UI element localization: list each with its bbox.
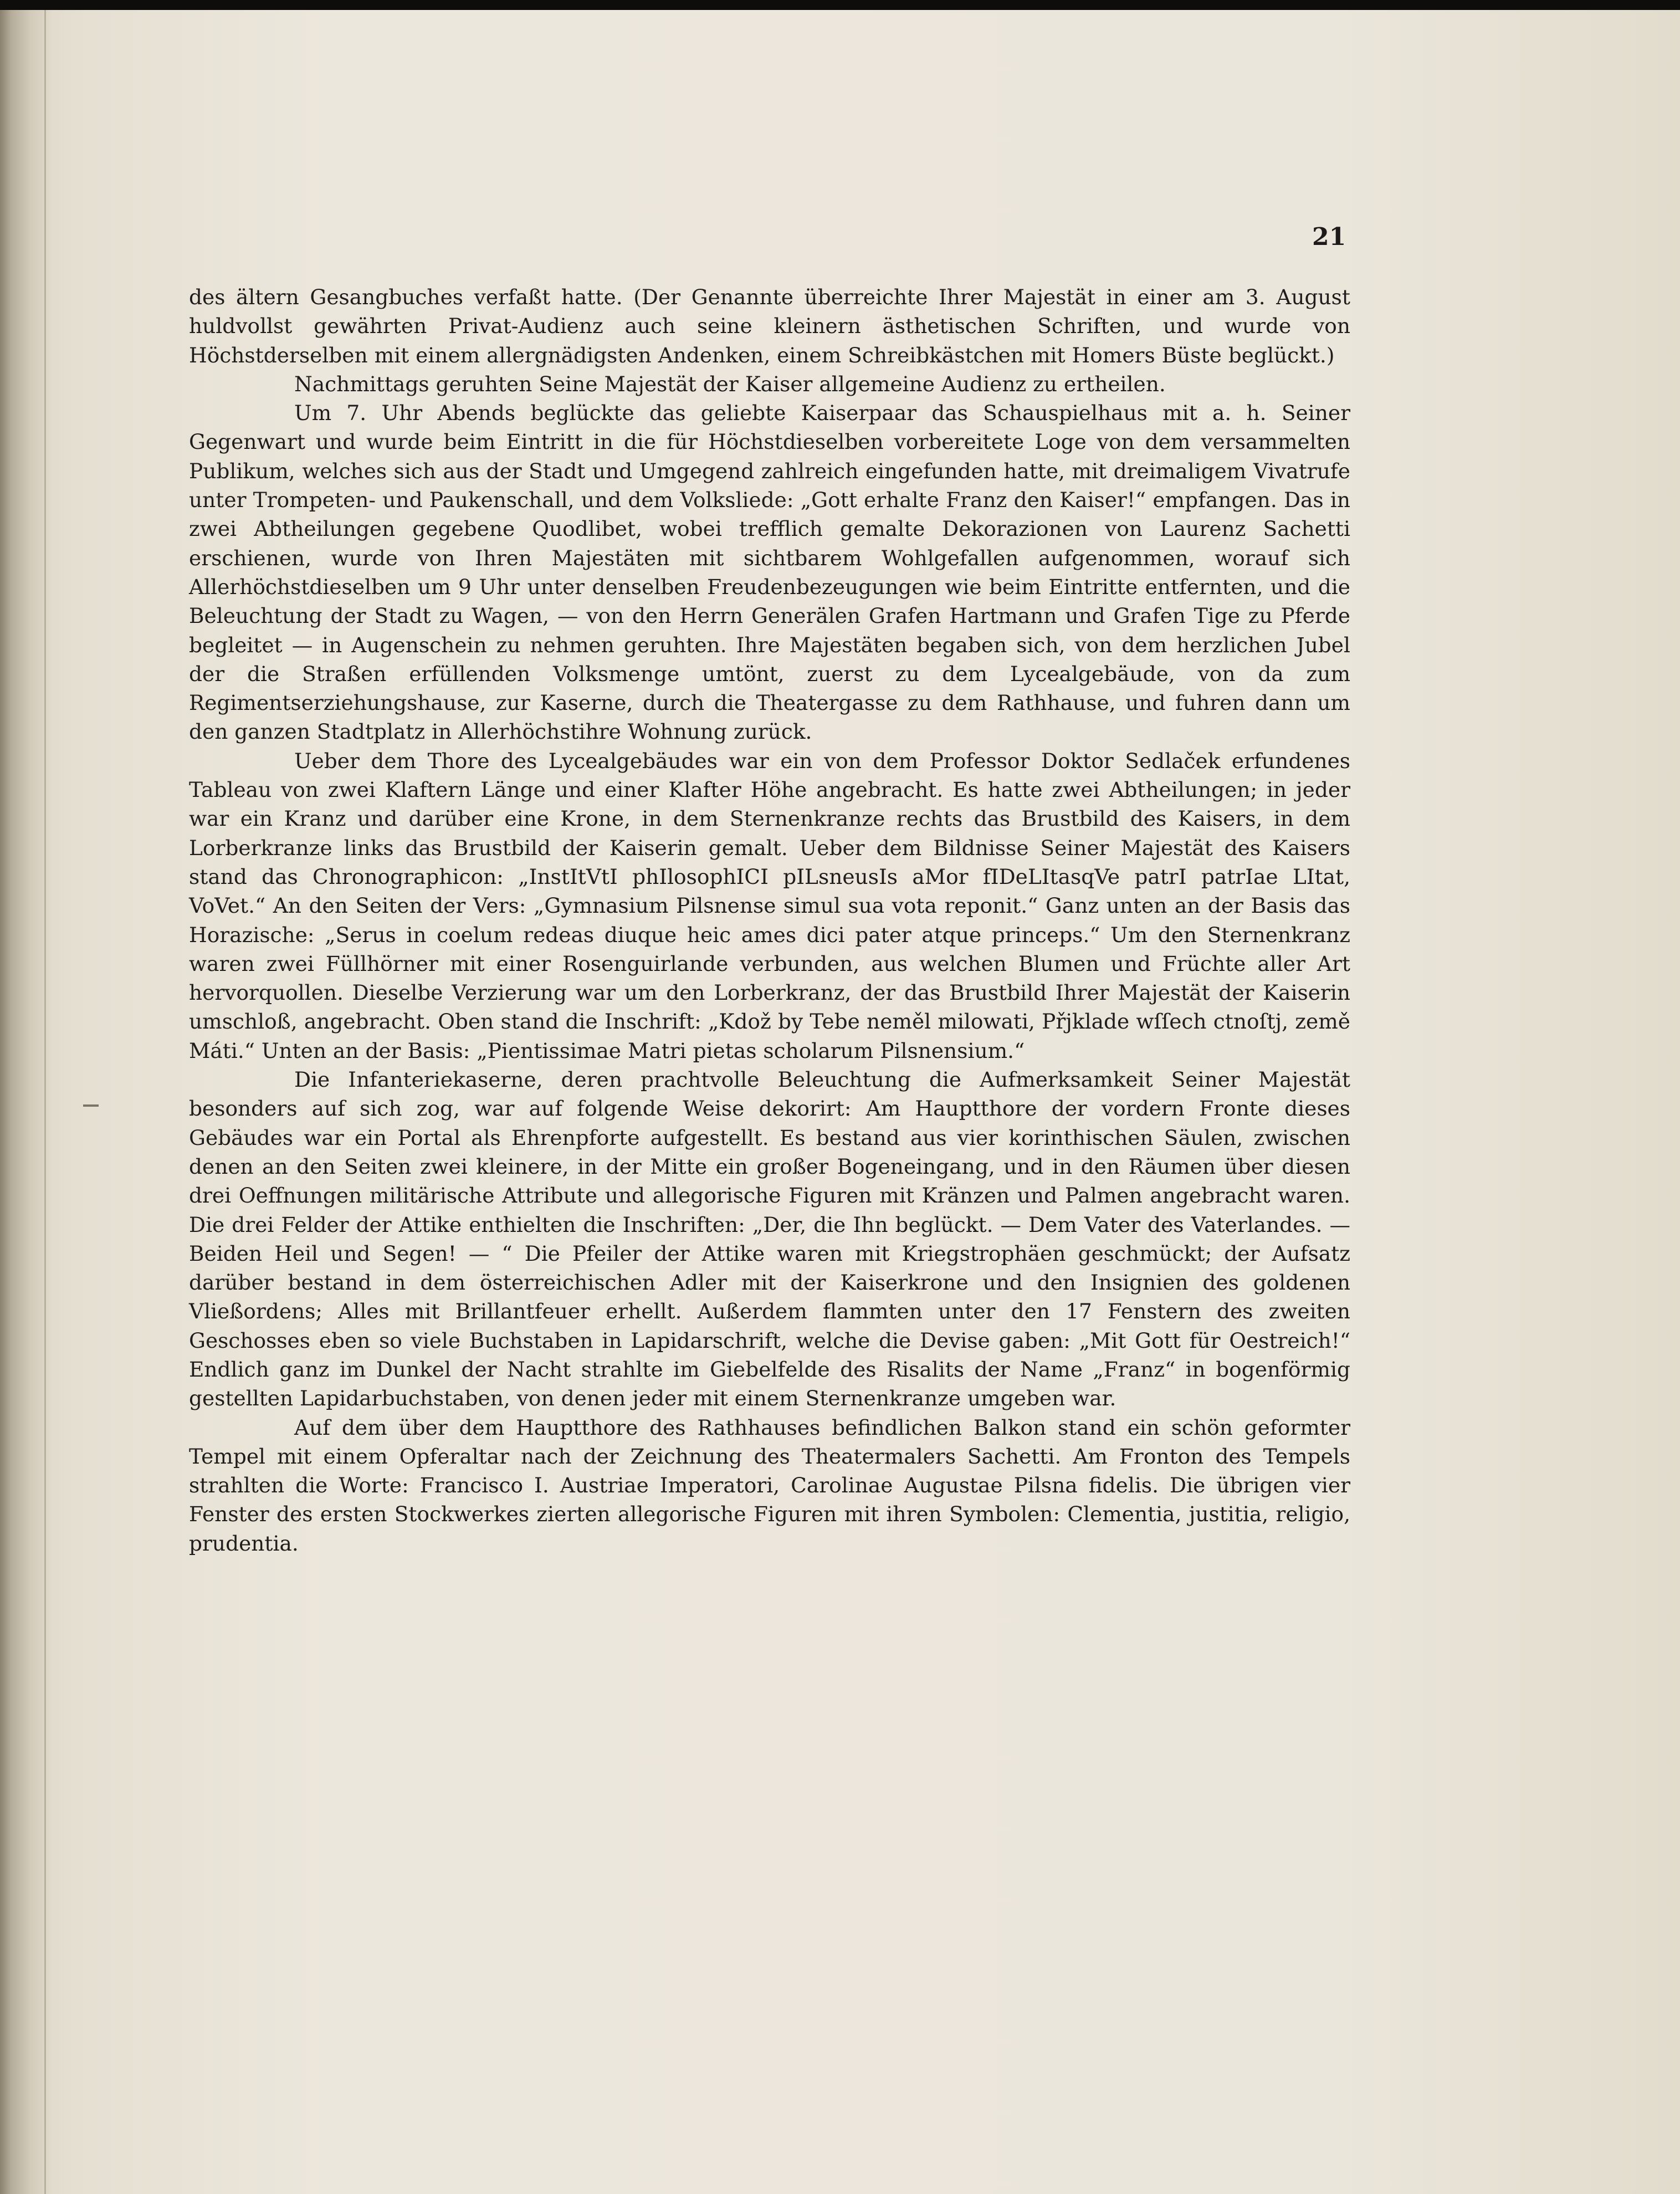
paragraph-audience: Nachmittags geruhten Seine Majestät der Kaiser allgemeine Audienz zu ertheilen. (294, 371, 1166, 396)
paragraph-theatre: Um 7. Uhr Abends beglückte das geliebte Kaiserpaar das Schauspielhaus mit a. h. Seiner Gegenwart und wurde beim Eintritt in die für Höchstdieselben vorbereitete Loge von dem versammelten Publikum, welches sich aus der Stadt und Umgegend zahlreich eingefunden hatte, mit dreimaligem Vivatrufe unter Trompeten- und Paukenschall, und dem Volksliede: „Gott erhalte Franz den Kaiser!“ empfangen. Das in zwei Abtheilungen gegebene Quodlibet, wobei trefflich gemalte Dekorazionen von Laurenz Sachetti erschienen, wurde von Ihren Majestäten mit sichtbarem Wohlgefallen aufgenommen, worauf sich Allerhöchstdieselben um 9 Uhr unter denselben Freudenbezeugungen wie beim Eintritte entfernten, und die Beleuchtung der Stadt zu Wagen, — von den Herrn Generälen Grafen Hartmann und Grafen Tige zu Pferde begleitet — in Augenschein zu nehmen geruhten. Ihre Majestäten begaben sich, von dem herzlichen Jubel der die Straßen erfüllenden Volksmenge umtönt, zuerst zu dem Lycealgebäude, von da zum Regimentserziehungshause, zur Kaserne, durch die Theatergasse zu dem Rathhause, und fuhren dann um den ganzen Stadtplatz in Allerhöchstihre Wohnung zurück. (189, 401, 1350, 744)
page-number: 21 (1312, 223, 1346, 251)
gutter-line (44, 10, 46, 2194)
paragraph-town-hall: Auf dem über dem Hauptthore des Rathhauses befindlichen Balkon stand ein schön geformter Tempel mit einem Opferaltar nach der Zeichnung des Theatermalers Sachetti. Am Fronton des Tempels strahlten die Worte: Francisco I. Austriae Imperatori, Carolinae Augustae Pilsna fidelis. Die übrigen vier Fenster des ersten Stockwerkes zierten allegorische Figuren mit ihren Symbolen: Clementia, justitia, religio, prudentia. (189, 1415, 1350, 1556)
paragraph-continued: des ältern Gesangbuches verfaßt hatte. (Der Genannte überreichte Ihrer Majestät in einer am 3. August huldvollst gewährten Privat-Audienz auch seine kleinern ästhetischen Schriften, und wurde von Höchstderselben mit einem allergnädigsten Andenken, einem Schreibkästchen mit Homers Büste beglückt.) (189, 285, 1350, 367)
margin-mark (83, 1104, 99, 1107)
paragraph-lyceum: Ueber dem Thore des Lycealgebäudes war ein von dem Professor Doktor Sedlaček erfundenes Tableau von zwei Klaftern Länge und einer Klafter Höhe angebracht. Es hatte zwei Abtheilungen; in jeder war ein Kranz und darüber eine Krone, in dem Sternenkranze rechts das Brustbild des Kaisers, in dem Lorberkranze links das Brustbild der Kaiserin gemalt. Ueber dem Bildnisse Seiner Majestät des Kaisers stand das Chronographicon: „InstItVtI phIlosophICI pILsneusIs aMor fIDeLItasqVe patrI patrIae LItat, VoVet.“ An den Seiten der Vers: „Gymnasium Pilsnense simul sua vota reponit.“ Ganz unten an der Basis das Horazische: „Serus in coelum redeas diuque heic ames dici pater atque princeps.“ Um den Sternenkranz waren zwei Füllhörner mit einer Rosenguirlande verbunden, aus welchen Blumen und Früchte aller Art hervorquollen. Dieselbe Verzierung war um den Lorberkranz, der das Brustbild Ihrer Majestät der Kaiserin umschloß, angebracht. Oben stand die Inschrift: „Kdož by Tebe neměl milowati, Přjklade wſſech ctnoſtj, země Máti.“ Unten an der Basis: „Pientissimae Matri pietas scholarum Pilsnensium.“ (189, 748, 1350, 1063)
paragraph-barracks: Die Infanteriekaserne, deren prachtvolle Beleuchtung die Aufmerksamkeit Seiner Majestät besonders auf sich zog, war auf folgende Weise dekorirt: Am Hauptthore der vordern Fronte dieses Gebäudes war ein Portal als Ehrenpforte aufgestellt. Es bestand aus vier korinthischen Säulen, zwischen denen an den Seiten zwei kleinere, in der Mitte ein großer Bogeneingang, und in den Räumen über diesen drei Oeffnungen militärische Attribute und allegorische Figuren mit Kränzen und Palmen angebracht waren. Die drei Felder der Attike enthielten die Inschriften: „Der, die Ihn beglückt. — Dem Vater des Vaterlandes. — Beiden Heil und Segen! — “ Die Pfeiler der Attike waren mit Kriegstrophäen geschmückt; der Aufsatz darüber bestand in dem österreichischen Adler mit der Kaiserkrone und den Insignien des goldenen Vließordens; Alles mit Brillantfeuer erhellt. Außerdem flammten unter den 17 Fenstern des zweiten Geschosses eben so viele Buchstaben in Lapidarschrift, welche die Devise gaben: „Mit Gott für Oestreich!“ Endlich ganz im Dunkel der Nacht strahlte im Giebelfelde des Risalits der Name „Franz“ in bogenförmig gestellten Lapidarbuchstaben, von denen jeder mit einem Sternenkranze umgeben war. (189, 1067, 1350, 1411)
body-text (189, 283, 1350, 1558)
